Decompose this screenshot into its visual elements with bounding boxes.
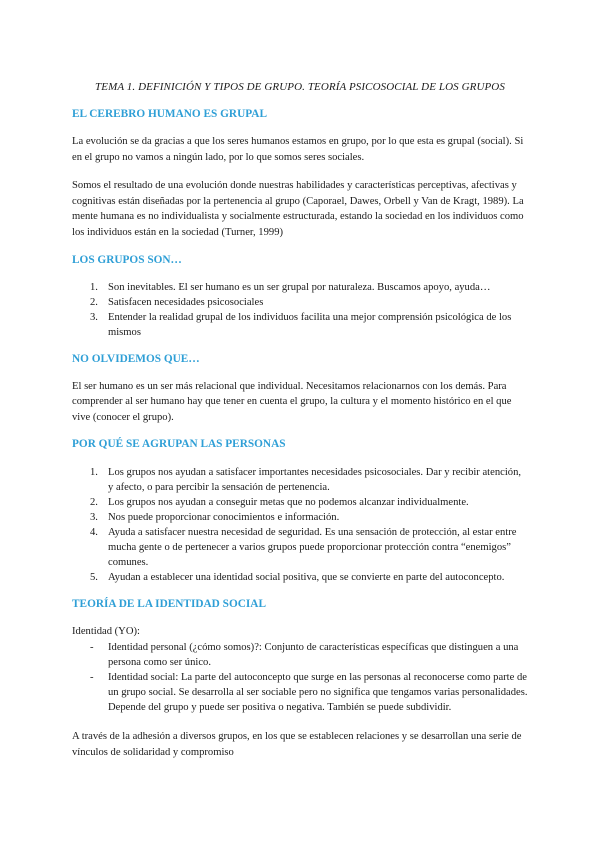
- list-item-text: Identidad personal (¿cómo somos)?: Conjunto de características específicas que distinguen a una persona como ser único.: [108, 641, 519, 668]
- paragraph-identidad-intro: Identidad (YO):: [72, 626, 140, 638]
- list-item: [72, 510, 528, 525]
- list-item: [72, 280, 528, 295]
- list-marker: 1.: [90, 281, 98, 293]
- list-item-text: Identidad social: La parte del autoconcepto que surge en las personas al reconocerse como parte de un grupo social. Se desarrolla al ser sociable pero no significa que tengamos varias personalidades. Depende del grupo y puede ser positiva o negativa. También se puede subdividir.: [108, 671, 528, 713]
- list-item-text: Entender la realidad grupal de los individuos facilita una mejor comprensión psicológica de los mismos: [108, 311, 512, 338]
- list-item-text: Los grupos nos ayudan a conseguir metas que no podemos alcanzar individualmente.: [108, 497, 469, 509]
- list-item: [72, 670, 528, 715]
- list-item-text: Ayuda a satisfacer nuestra necesidad de seguridad. Es una sensación de protección, al estar entre mucha gente o de pertenecer a varios grupos puede proporcionar protección contra “enemigos” comunes.: [108, 527, 517, 569]
- section-heading-grupos-son: LOS GRUPOS SON…: [72, 253, 182, 266]
- list-item: [72, 570, 528, 585]
- paragraph-no-olvidemos: El ser humano es un ser más relacional que individual. Necesitamos relacionarnos con los demás. Para comprender al ser humano hay que tener en cuenta el grupo, la cultura y el momento histórico en el que vive (conocer el grupo).: [72, 380, 512, 423]
- list-marker: 1.: [90, 467, 98, 479]
- list-marker: 3.: [90, 311, 98, 323]
- list-item: [72, 640, 528, 670]
- list-marker: 4.: [90, 527, 98, 539]
- list-item-text: Son inevitables. El ser humano es un ser grupal por naturaleza. Buscamos apoyo, ayuda…: [108, 281, 491, 293]
- paragraph-cerebro-1: La evolución se da gracias a que los seres humanos estamos en grupo, por lo que esta es grupal (social). Si en el grupo no vamos a ningún lado, por lo que somos seres sociales.: [72, 136, 524, 163]
- paragraph-identidad-closing: A través de la adhesión a diversos grupos, en los que se establecen relaciones y se desarrollan una serie de vínculos de solidaridad y compromiso: [72, 730, 522, 758]
- list-marker: 2.: [90, 497, 98, 509]
- list-item: [72, 525, 528, 570]
- list-item: [72, 495, 528, 510]
- section-heading-cerebro: EL CEREBRO HUMANO ES GRUPAL: [72, 108, 267, 120]
- list-marker: 3.: [90, 512, 98, 524]
- section-heading-no-olvidemos: NO OLVIDEMOS QUE…: [72, 352, 200, 365]
- por-que-list: [72, 465, 528, 585]
- section-heading-identidad: TEORÍA DE LA IDENTIDAD SOCIAL: [72, 598, 266, 611]
- list-marker: 5.: [90, 572, 98, 584]
- document-title: TEMA 1. DEFINICIÓN Y TIPOS DE GRUPO. TEORÍA PSICOSOCIAL DE LOS GRUPOS: [95, 81, 505, 93]
- grupos-son-list: [72, 280, 528, 340]
- list-item: [72, 310, 528, 340]
- list-item: [72, 295, 528, 310]
- list-item-text: Ayudan a establecer una identidad social positiva, que se convierte en parte del autoconcepto.: [108, 572, 505, 584]
- list-marker: -: [90, 641, 94, 653]
- list-item-text: Satisfacen necesidades psicosociales: [108, 296, 264, 308]
- section-heading-por-que: POR QUÉ SE AGRUPAN LAS PERSONAS: [72, 438, 286, 451]
- list-item: [72, 465, 528, 495]
- list-item-text: Nos puede proporcionar conocimientos e información.: [108, 512, 340, 524]
- list-marker: 2.: [90, 296, 98, 308]
- document-page: [72, 80, 528, 760]
- list-item-text: Los grupos nos ayudan a satisfacer importantes necesidades psicosociales. Dar y recibir atención, y afecto, o para percibir la sensación de pertenencia.: [108, 467, 522, 494]
- paragraph-cerebro-2: Somos el resultado de una evolución donde nuestras habilidades y características perceptivas, afectivas y cognitivas están diseñadas por la pertenencia al grupo (Caporael, Dawes, Orbell y Van de Kragt, 1989). La mente humana es no individualista y socialmente estructurada, estando la sociedad en los individuos como los individuos están en la sociedad (Turner, 1999): [72, 180, 524, 238]
- identidad-list: [72, 640, 528, 715]
- list-marker: -: [90, 671, 94, 683]
